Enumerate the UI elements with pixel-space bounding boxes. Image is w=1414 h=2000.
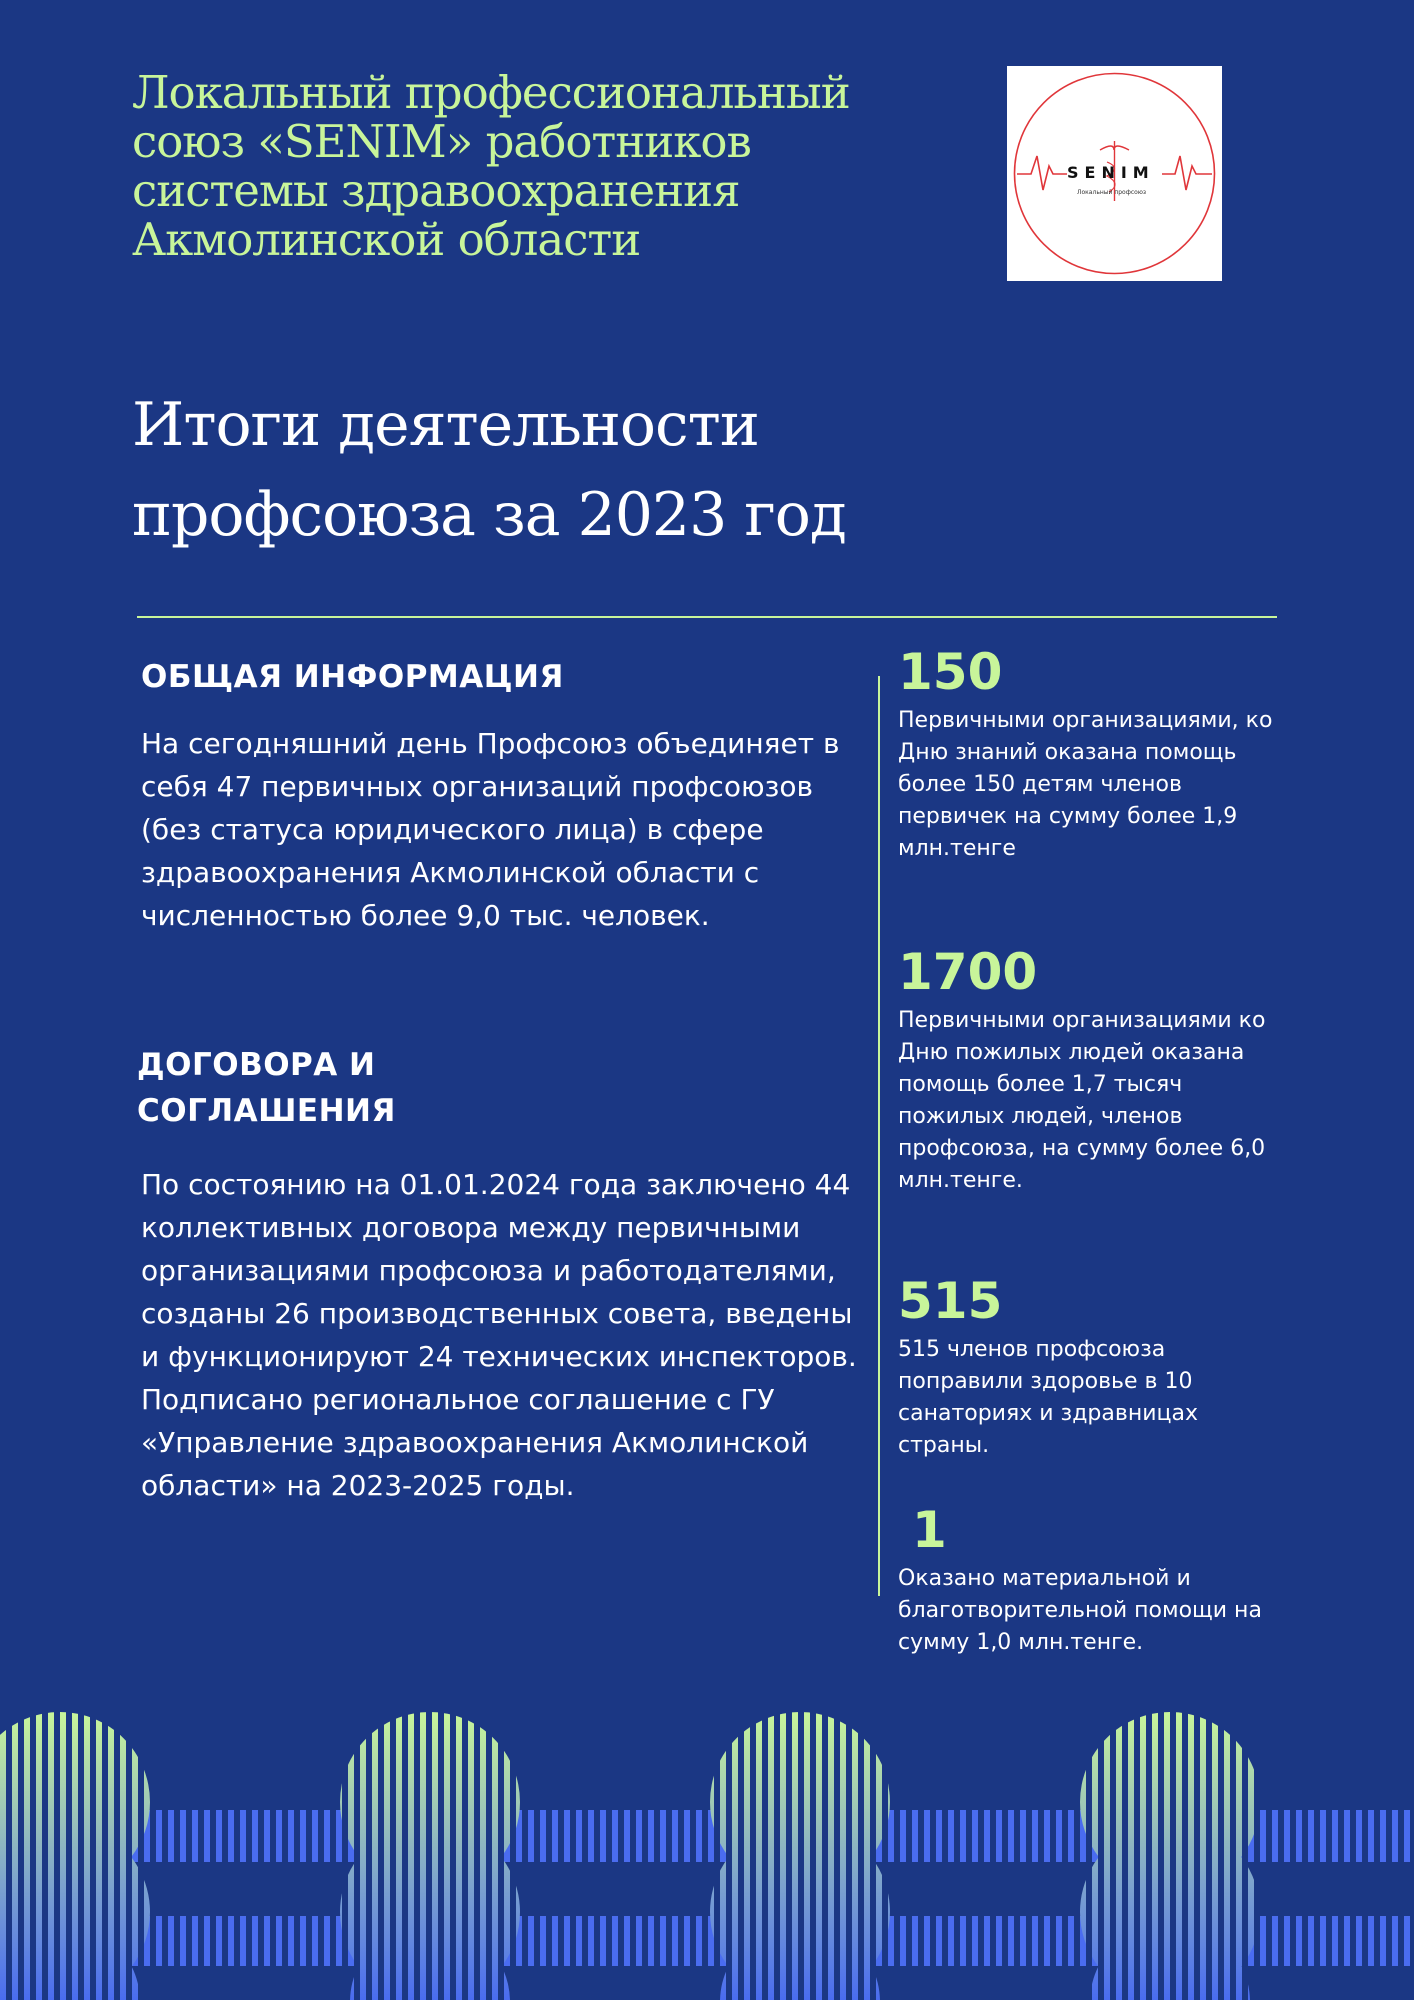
stat-description: Оказано материальной и благотворительной помощи на сумму 1,0 млн.тенге.	[898, 1566, 1262, 1655]
stat-description: Первичными организациями, ко Дню знаний оказана помощь более 150 детям членов первичек на сумму более 1,9 млн.тенге	[898, 708, 1273, 861]
vertical-divider	[878, 676, 880, 1596]
stat-elderly-help	[898, 943, 1278, 1197]
stat-description: 515 членов профсоюза поправили здоровье в 10 санаториях и здравницах страны.	[898, 1337, 1198, 1458]
stat-value: 1	[912, 1501, 947, 1559]
decorative-stripe-pattern	[0, 1712, 1414, 2000]
senim-logo	[1007, 66, 1222, 281]
stripe-pattern-icon	[0, 1712, 1414, 2000]
general-info-text: На сегодняшний день Профсоюз объединяет в себя 47 первичных организаций профсоюзов (без статуса юридического лица) в сфере здравоохранения Акмолинской области с численностью более 9,0 тыс. человек.	[141, 727, 840, 932]
stat-sanatorium	[898, 1272, 1278, 1462]
stat-value: 515	[898, 1272, 1003, 1330]
agreements-heading: ДОГОВОРА И СОГЛАШЕНИЯ	[137, 1047, 396, 1129]
caduceus-heartbeat-logo-icon	[1007, 66, 1222, 281]
horizontal-divider	[137, 616, 1277, 618]
general-info-heading: ОБЩАЯ ИНФОРМАЦИЯ	[141, 659, 564, 695]
page-title: Итоги деятельности профсоюза за 2023 год	[132, 390, 846, 550]
stat-children-help	[898, 643, 1278, 865]
stat-material-help	[898, 1501, 1278, 1659]
stat-description: Первичными организациями ко Дню пожилых людей оказана помощь более 1,7 тысяч пожилых людей, членов профсоюза, на сумму более 6,0 млн.тенге.	[898, 1008, 1266, 1193]
agreements-text: По состоянию на 01.01.2024 года заключено 44 коллективных договора между первичными организациями профсоюза и работодателями, созданы 26 производственных совета, введены и функционируют 24 технических инспекторов. Подписано региональное соглашение с ГУ «Управление здравоохранения Акмолинской области» на 2023-2025 годы.	[141, 1168, 857, 1502]
organization-name: Локальный профессиональный союз «SENIM» работников системы здравоохранения Акмолинской области	[132, 66, 850, 266]
logo-caption: Локальный профсоюз	[1077, 189, 1147, 196]
stat-value: 1700	[898, 943, 1038, 1001]
stat-value: 150	[898, 643, 1003, 701]
logo-brand-text: SENIM	[1067, 163, 1155, 182]
